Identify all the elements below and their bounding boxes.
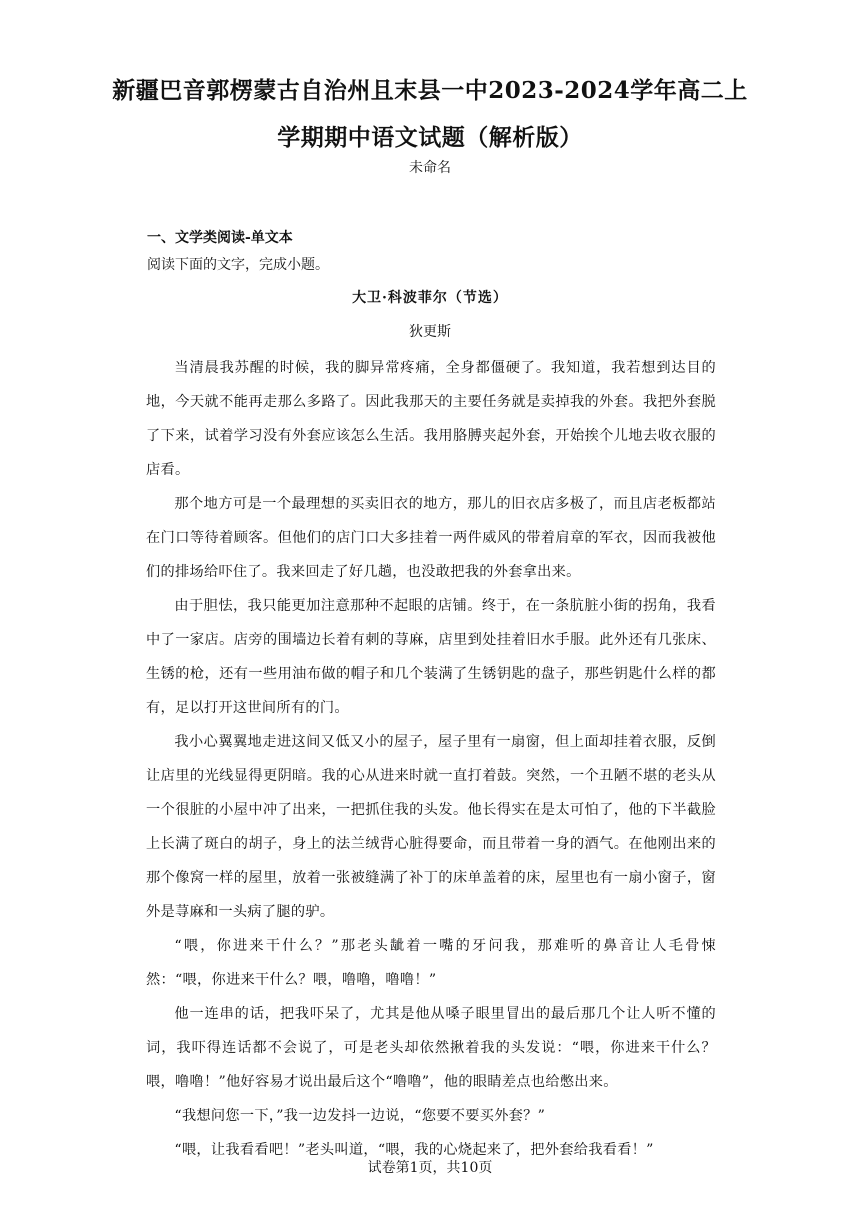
section-instruction: 阅读下面的文字，完成小题。 — [147, 257, 329, 273]
exam-title-line2: 学期期中语文试题（解析版） — [277, 124, 583, 151]
section-heading: 一、文学类阅读-单文本 — [147, 230, 293, 246]
passage-paragraph: 那个地方可是一个最理想的买卖旧衣的地方，那儿的旧衣店多极了，而且店老板都站在门口等待着顾客。但他们的店门口大多挂着一两件威风的带着肩章的军衣，因而我被他们的排场给吓住了。我来回走了好几趟，也没敢把我的外套拿出来。 — [146, 496, 716, 580]
passage-body — [146, 351, 716, 1167]
exam-author: 未命名 — [409, 160, 451, 176]
passage-paragraph: 当清晨我苏醒的时候，我的脚异常疼痛，全身都僵硬了。我知道，我若想到达目的地，今天就不能再走那么多路了。因此我那天的主要任务就是卖掉我的外套。我把外套脱了下来，试着学习没有外套应该怎么生活。我用胳膊夹起外套，开始挨个儿地去收衣服的店看。 — [146, 360, 716, 478]
passage-paragraph: 由于胆怯，我只能更加注意那种不起眼的店铺。终于，在一条肮脏小街的拐角，我看中了一家店。店旁的围墙边长着有刺的荨麻，店里到处挂着旧水手服。此外还有几张床、生锈的枪，还有一些用油布做的帽子和几个装满了生锈钥匙的盘子，那些钥匙什么样的都有，足以打开这世间所有的门。 — [146, 598, 716, 716]
passage-paragraph: 我小心翼翼地走进这间又低又小的屋子，屋子里有一扇窗，但上面却挂着衣服，反倒让店里的光线显得更阴暗。我的心从进来时就一直打着鼓。突然，一个丑陋不堪的老头从一个很脏的小屋中冲了出来，一把抓住我的头发。他长得实在是太可怕了，他的下半截脸上长满了斑白的胡子，身上的法兰绒背心脏得要命，而且带着一身的酒气。在他刚出来的那个像窝一样的屋里，放着一张被缝满了补丁的床单盖着的床，屋里也有一扇小窗子，窗外是荨麻和一头病了腿的驴。 — [146, 734, 716, 920]
passage-paragraph: “我想问您一下，”我一边发抖一边说，“您要不要买外套？” — [174, 1108, 546, 1124]
passage-paragraph: “喂，让我看看吧！”老头叫道，“喂，我的心烧起来了，把外套给我看看！” — [174, 1142, 654, 1158]
exam-title-line1: 新疆巴音郭楞蒙古自治州且末县一中2023-2024学年高二上 — [112, 77, 748, 104]
passage-title: 大卫·科波菲尔（节选） — [352, 290, 508, 306]
page-footer: 试卷第1页，共10页 — [367, 1160, 493, 1176]
passage-author: 狄更斯 — [409, 324, 451, 340]
passage-paragraph: 他一连串的话，把我吓呆了，尤其是他从嗓子眼里冒出的最后那几个让人听不懂的词，我吓得连话都不会说了，可是老头却依然揪着我的头发说：“喂，你进来干什么？喂，噜噜！”他好容易才说出最后这个“噜噜”，他的眼睛差点也给憋出来。 — [146, 1006, 716, 1090]
passage-paragraph: “喂，你进来干什么？”那老头龇着一嘴的牙问我，那难听的鼻音让人毛骨悚然：“喂，你进来干什么？喂，噜噜，噜噜！” — [146, 938, 716, 988]
